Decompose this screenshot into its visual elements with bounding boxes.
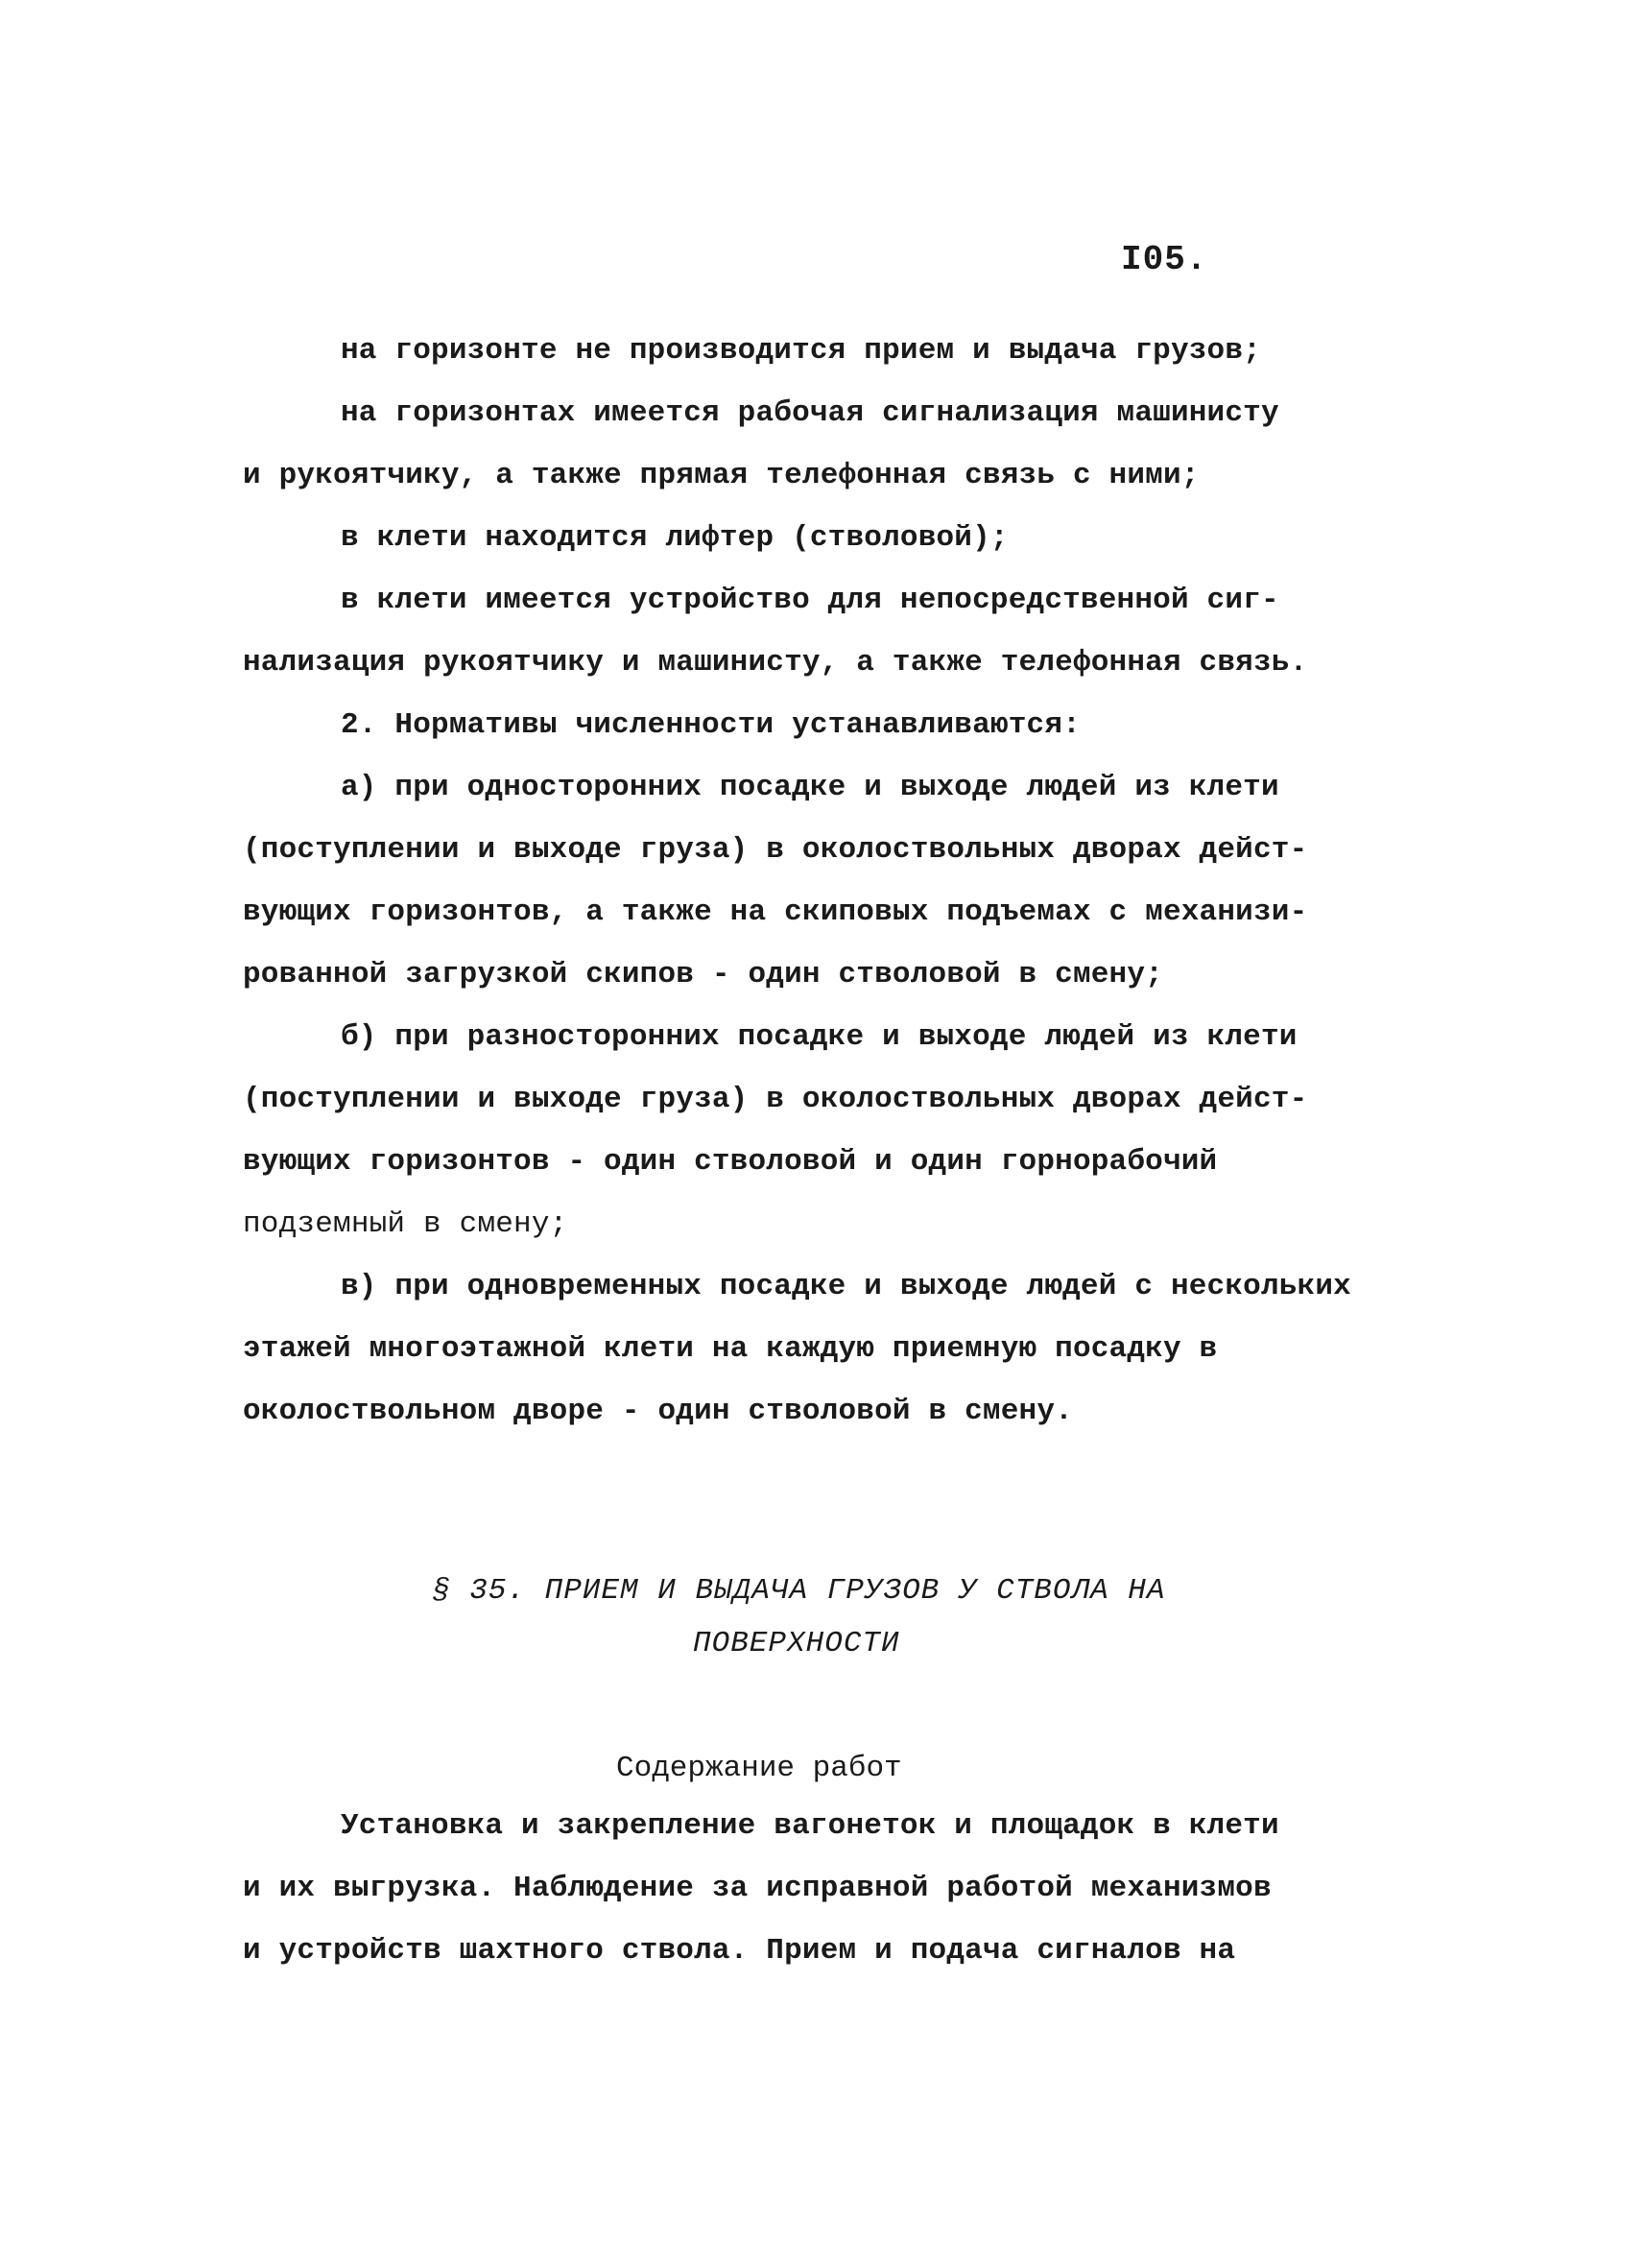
text-line: вующих горизонтов, а также на скиповых подъемах с механизи-	[243, 895, 1308, 929]
text-line: нализация рукоятчику и машинисту, а также телефонная связь.	[243, 646, 1308, 680]
text-line: и устройств шахтного ствола. Прием и подача сигналов на	[243, 1934, 1236, 1968]
text-line: а) при односторонних посадке и выходе людей из клети	[341, 771, 1279, 804]
text-line: в клети находится лифтер (стволовой);	[341, 521, 1009, 555]
text-line: (поступлении и выходе груза) в околоствольных дворах дейст-	[243, 833, 1308, 867]
text-line: рованной загрузкой скипов - один стволовой в смену;	[243, 958, 1163, 991]
text-line: (поступлении и выходе груза) в околоствольных дворах дейст-	[243, 1083, 1308, 1116]
text-line: б) при разносторонних посадке и выходе людей из клети	[341, 1020, 1298, 1054]
text-line: вующих горизонтов - один стволовой и один горнорабочий	[243, 1145, 1218, 1179]
section-title: § 35. ПРИЕМ И ВЫДАЧА ГРУЗОВ У СТВОЛА НА	[432, 1574, 1166, 1608]
text-line: на горизонте не производится прием и выдача грузов;	[341, 334, 1261, 368]
text-line: в) при одновременных посадке и выходе людей с нескольких	[341, 1270, 1351, 1303]
text-line: и их выгрузка. Наблюдение за исправной работой механизмов	[243, 1872, 1272, 1905]
text-line: 2. Нормативы численности устанавливаются:	[341, 708, 1081, 742]
text-line: подземный в смену;	[243, 1207, 568, 1241]
text-line: этажей многоэтажной клети на каждую приемную посадку в	[243, 1332, 1218, 1366]
text-line: Установка и закрепление вагонеток и площадок в клети	[341, 1809, 1279, 1843]
section-title-continuation: ПОВЕРХНОСТИ	[693, 1627, 900, 1660]
text-line: и рукоятчику, а также прямая телефонная связь с ними;	[243, 459, 1200, 492]
subheading: Содержание работ	[616, 1752, 902, 1785]
text-line: околоствольном дворе - один стволовой в смену.	[243, 1395, 1073, 1428]
text-line: в клети имеется устройство для непосредственной сиг-	[341, 584, 1279, 617]
page-number: I05.	[1121, 240, 1208, 279]
text-line: на горизонтах имеется рабочая сигнализация машинисту	[341, 396, 1279, 430]
